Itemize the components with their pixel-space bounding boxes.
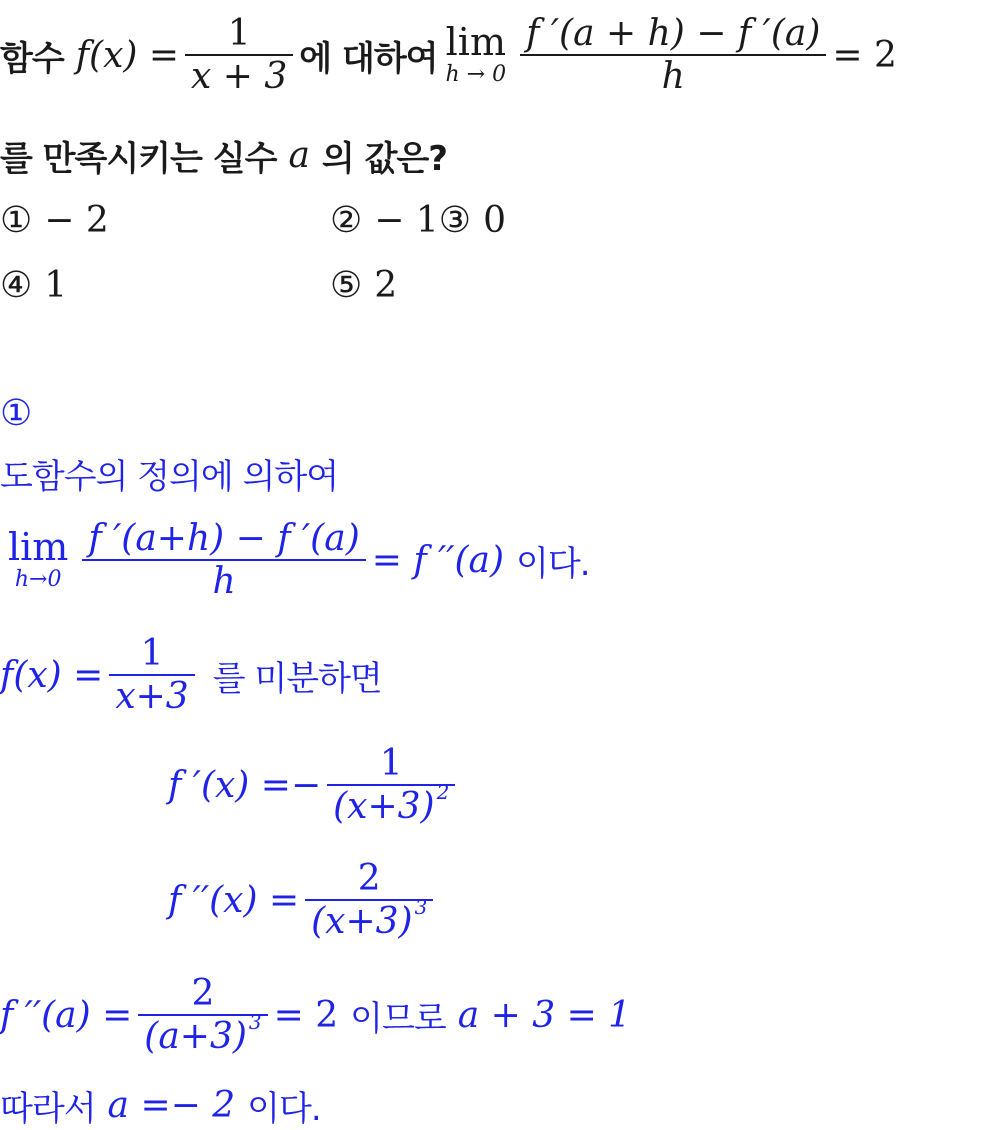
derivative-fraction — [82, 518, 365, 603]
denominator-base: (x+3) — [311, 901, 413, 942]
denominator-exponent: 3 — [414, 895, 428, 920]
answer-mark-row — [0, 388, 32, 438]
choice-value: 2 — [374, 264, 398, 306]
choice-5 — [330, 260, 397, 310]
fraction-denominator — [327, 780, 455, 827]
denominator-exponent: 3 — [248, 1010, 262, 1035]
question-line-1 — [0, 0, 897, 110]
denominator-base: (a+3) — [144, 1016, 247, 1057]
question-text-b: 의 값은? — [321, 138, 447, 179]
limit-operator — [8, 524, 69, 593]
limit-subscript: h → 0 — [445, 62, 507, 88]
step4-lhs: f ′′(x) = — [168, 879, 300, 921]
fraction-numerator: f ′(a+h) − f ′(a) — [88, 517, 360, 559]
choice-value: 1 — [44, 264, 68, 306]
fraction-denominator: x + 3 — [191, 56, 288, 97]
fraction-numerator: 1 — [227, 12, 251, 54]
solution-step-4 — [168, 850, 439, 950]
denominator-exponent: 2 — [436, 780, 450, 805]
fraction-numerator: 2 — [357, 857, 381, 899]
denominator-base: (x+3) — [333, 786, 435, 827]
answer-mark: ① — [0, 392, 33, 434]
choice-value: 0 — [483, 199, 506, 241]
step5-fraction — [138, 973, 267, 1058]
step3-lhs: f ′(x) =− — [168, 764, 322, 806]
fraction-denominator: x+3 — [115, 676, 189, 717]
solution-step-5 — [0, 965, 631, 1065]
fraction-numerator: 1 — [140, 632, 164, 674]
step1-tail: 이다. — [516, 543, 590, 584]
choice-mark: ④ — [0, 264, 33, 306]
limit-fraction — [520, 13, 826, 98]
solution-intro: 도함수의 정의에 의하여 — [0, 456, 339, 497]
step5-eq: a + 3 = 1 — [457, 994, 632, 1036]
limit-operator — [445, 19, 507, 88]
limit-numerator: f ′(a + h) − f ′(a) — [526, 12, 821, 54]
limit-subscript: h→0 — [14, 567, 62, 593]
solution-line-1 — [0, 448, 338, 498]
step4-fraction — [305, 858, 433, 943]
limit-denominator: h — [661, 56, 685, 97]
function-fraction — [185, 13, 293, 98]
step5-rhs: = 2 — [273, 994, 339, 1036]
fraction-denominator — [138, 1010, 267, 1057]
choice-mark: ③ — [438, 199, 472, 241]
final-tail: 이다. — [247, 1088, 321, 1129]
step2-fraction — [109, 633, 194, 718]
question-variable: a — [288, 134, 310, 176]
step5-lhs: f ′′(a) = — [0, 994, 133, 1036]
fraction-denominator — [305, 895, 433, 942]
limit-equals: = 2 — [832, 34, 897, 76]
step3-fraction — [327, 743, 455, 828]
solution-step-1 — [0, 510, 590, 610]
choice-1 — [0, 195, 109, 245]
question-text-a: 를 만족시키는 실수 — [0, 138, 277, 179]
solution-final — [0, 1080, 321, 1130]
final-eq: a =− 2 — [107, 1084, 236, 1126]
choice-2-3 — [330, 195, 506, 245]
choice-4 — [0, 260, 67, 310]
choice-value: − 1 — [374, 199, 439, 241]
step1-rhs: = f ′′(a) — [371, 539, 505, 581]
choice-mark: ② — [330, 199, 363, 241]
solution-step-2 — [0, 625, 382, 725]
step2-lhs: f(x) = — [0, 654, 104, 696]
fraction-numerator: 1 — [379, 742, 403, 784]
choice-value: − 2 — [44, 199, 109, 241]
fraction-numerator: 2 — [191, 972, 215, 1014]
question-line-2 — [0, 130, 447, 180]
limit-word: lim — [8, 524, 69, 569]
final-text: 따라서 — [0, 1088, 96, 1129]
question-prefix: 함수 — [0, 38, 64, 79]
fraction-denominator: h — [212, 561, 236, 602]
question-mid-text: 에 대하여 — [299, 38, 438, 79]
step2-tail: 를 미분하면 — [212, 658, 382, 699]
solution-step-3 — [168, 735, 461, 835]
function-definition: f(x) = — [75, 34, 180, 76]
step5-mid: 이므로 — [350, 998, 446, 1039]
choice-mark: ⑤ — [330, 264, 363, 306]
limit-word: lim — [445, 19, 506, 64]
choice-mark: ① — [0, 199, 33, 241]
